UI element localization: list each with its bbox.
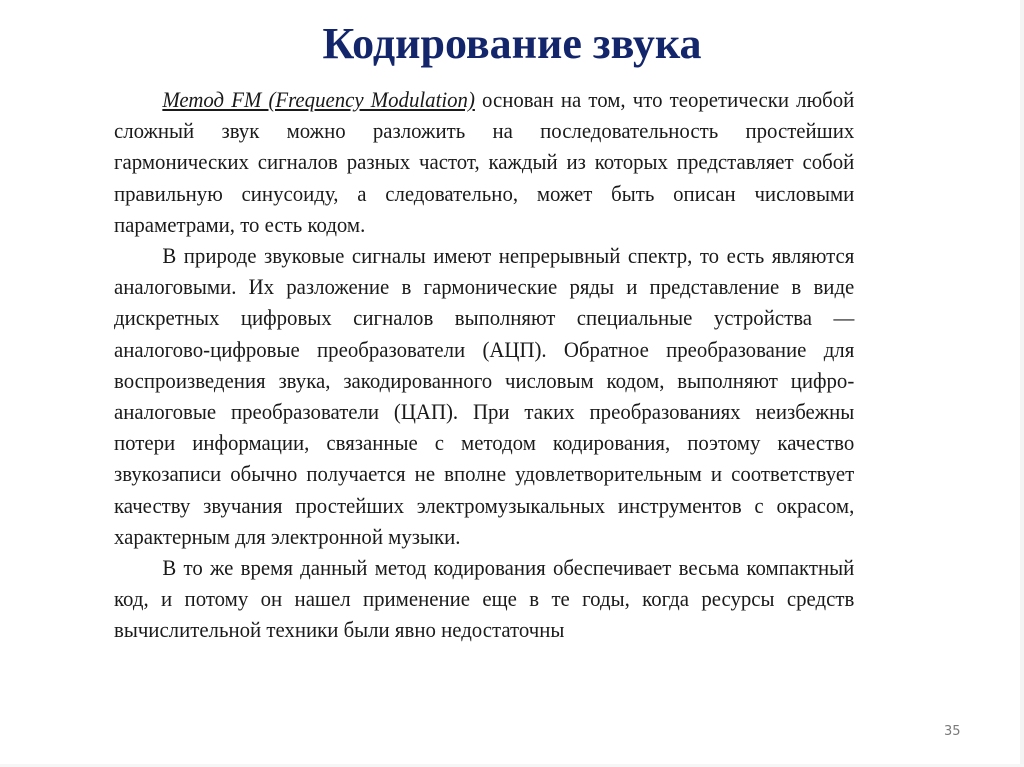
- paragraph-text: основан на том, что теоретически любой сложный звук можно разложить на последовательность простейших гармонических сигналов разных частот, каждый из которых представляет собой правильную синусоиду, а следовательно, может быть описан числовыми параметрами, то есть кодом.: [114, 87, 855, 237]
- paragraph-analog-signals: [114, 240, 854, 552]
- page-number: 35: [944, 724, 961, 739]
- paragraph-text: В природе звуковые сигналы имеют непрерывный спектр, то есть являются аналоговыми. Их разложение в гармонические ряды и представление в виде дискретных цифровых сигналов выполняют специальные устройства — аналогово-цифровые преобразователи (АЦП). Обратное преобразование для воспроизведения звука, закодированного числовым кодом, выполняют цифро-аналоговые преобразователи (ЦАП). При таких преобразованиях неизбежны потери информации, связанные с методом кодирования, поэтому качество звукозаписи обычно получается не вполне удовлетворительным и соответствует качеству звучания простейших электромузыкальных инструментов с окрасом, характерным для электронной музыки.: [114, 243, 855, 549]
- paragraph-compact-code: [114, 552, 854, 646]
- slide-body: [114, 84, 854, 646]
- fm-method-term: Метод FM (Frequency Modulation): [162, 87, 475, 112]
- paragraph-fm-method: [114, 84, 854, 240]
- paragraph-text: В то же время данный метод кодирования обеспечивает весьма компактный код, и потому он нашел применение еще в те годы, когда ресурсы средств вычислительной техники были явно недостаточны: [114, 555, 855, 643]
- slide-title: Кодирование звука: [322, 19, 702, 68]
- slide-right-edge: [1020, 0, 1024, 767]
